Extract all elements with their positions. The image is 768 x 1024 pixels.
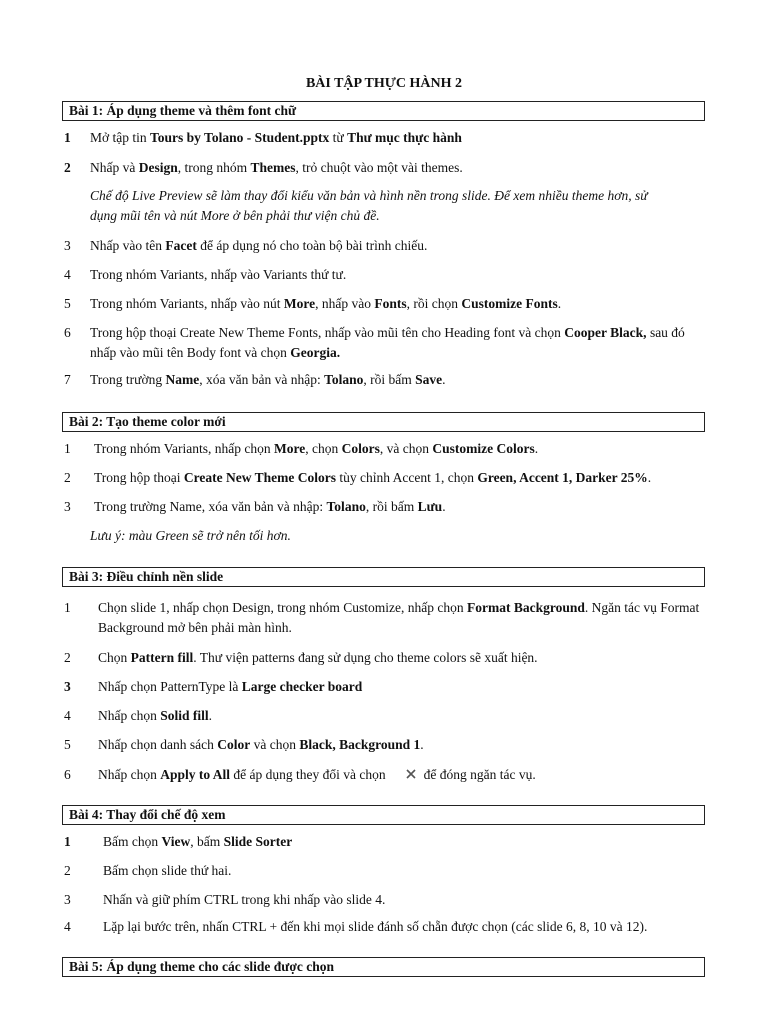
bold-term: Create New Theme Colors bbox=[183, 470, 336, 485]
text-segment: . Thư viện patterns đang sử dụng cho theme colors sẽ xuất hiện. bbox=[193, 650, 538, 665]
bold-term: Customize Colors bbox=[432, 441, 535, 456]
text-segment: Trong hộp thoại bbox=[94, 470, 184, 485]
bold-term: Lưu bbox=[417, 499, 443, 514]
step-text bbox=[90, 128, 702, 148]
step-text bbox=[98, 765, 710, 785]
text-segment: Bấm chọn bbox=[103, 834, 162, 849]
text-segment: . bbox=[647, 470, 652, 485]
text-segment: Chọn bbox=[98, 650, 131, 665]
bold-term: Facet bbox=[165, 238, 197, 253]
step-text bbox=[90, 370, 702, 390]
text-segment: , chọn bbox=[305, 441, 342, 456]
text-segment: để áp dụng they đổi và chọn bbox=[230, 767, 386, 782]
text-segment: và chọn bbox=[250, 737, 300, 752]
text-segment: , rồi bấm bbox=[363, 372, 416, 387]
step-number: 3 bbox=[64, 499, 71, 514]
bold-term: Themes bbox=[250, 160, 296, 175]
bold-term: Design bbox=[138, 160, 178, 175]
step-text bbox=[98, 677, 710, 697]
text-segment: Nhấp chọn bbox=[98, 767, 161, 782]
bold-term: Fonts bbox=[374, 296, 407, 311]
text-segment: Trong trường Name, xóa văn bản và nhập: bbox=[94, 499, 327, 514]
bold-term: Save bbox=[415, 372, 443, 387]
step-text bbox=[98, 735, 710, 755]
step-number: 1 bbox=[64, 834, 71, 849]
step-number: 5 bbox=[64, 737, 71, 752]
bold-term: Large checker board bbox=[241, 679, 363, 694]
text-segment: Lặp lại bước trên, nhấn CTRL + đến khi mọi slide đánh số chẵn được chọn (các slide 6, 8, 10 và 12). bbox=[103, 919, 648, 934]
exercise-heading: Bài 2: Tạo theme color mới bbox=[62, 412, 705, 432]
text-segment: , bấm bbox=[190, 834, 224, 849]
step-number: 4 bbox=[64, 267, 71, 282]
bold-term: Solid fill bbox=[160, 708, 209, 723]
text-segment: Trong trường bbox=[90, 372, 166, 387]
bold-term: Cooper Black, bbox=[564, 325, 647, 340]
step-text bbox=[103, 917, 715, 937]
text-segment: , và chọn bbox=[379, 441, 433, 456]
bold-term: Slide Sorter bbox=[223, 834, 293, 849]
step-number: 6 bbox=[64, 767, 71, 782]
text-segment: Mở tập tin bbox=[90, 130, 151, 145]
text-segment: để đóng ngăn tác vụ. bbox=[423, 767, 536, 782]
bold-term: Black, Background 1 bbox=[299, 737, 421, 752]
step-text bbox=[98, 598, 710, 637]
step-text bbox=[90, 265, 702, 285]
step-number: 1 bbox=[64, 600, 71, 615]
step-text bbox=[94, 497, 706, 517]
exercise-heading: Bài 1: Áp dụng theme và thêm font chữ bbox=[62, 101, 705, 121]
text-segment: tùy chỉnh Accent 1, chọn bbox=[335, 470, 478, 485]
text-segment: , rồi bấm bbox=[365, 499, 418, 514]
bold-term: Color bbox=[217, 737, 251, 752]
text-segment: . bbox=[442, 372, 446, 387]
text-segment: . bbox=[420, 737, 424, 752]
text-segment: , trong nhóm bbox=[177, 160, 251, 175]
step-number: 1 bbox=[64, 441, 71, 456]
step-number: 2 bbox=[64, 470, 71, 485]
text-segment: Nhấp và bbox=[90, 160, 139, 175]
bold-term: Customize Fonts bbox=[461, 296, 558, 311]
step-text bbox=[103, 890, 715, 910]
step-text bbox=[103, 861, 715, 881]
step-text bbox=[90, 158, 702, 178]
text-segment: Trong hộp thoại Create New Theme Fonts, nhấp vào mũi tên cho Heading font và chọn bbox=[90, 325, 565, 340]
step-number: 6 bbox=[64, 325, 71, 340]
text-segment: để áp dụng nó cho toàn bộ bài trình chiếu. bbox=[196, 238, 428, 253]
bold-term: Apply to All bbox=[160, 767, 231, 782]
bold-term: Tolano bbox=[326, 499, 366, 514]
step-text bbox=[98, 706, 710, 726]
step-number: 5 bbox=[64, 296, 71, 311]
text-segment: Bấm chọn slide thứ hai. bbox=[103, 863, 232, 878]
step-number: 4 bbox=[64, 919, 71, 934]
step-number: 2 bbox=[64, 160, 71, 175]
bold-term: More bbox=[283, 296, 316, 311]
text-segment: . bbox=[534, 441, 539, 456]
text-segment: Nhấp chọn bbox=[98, 708, 161, 723]
text-segment: Trong nhóm Variants, nhấp vào Variants thứ tư. bbox=[90, 267, 347, 282]
step-text bbox=[90, 294, 702, 314]
exercise-heading: Bài 5: Áp dụng theme cho các slide được chọn bbox=[62, 957, 705, 977]
instruction-note: Chế độ Live Preview sẽ làm thay đổi kiểu văn bản và hình nền trong slide. Để xem nhiều theme hơn, sử dụng mũi tên và nút More ở bên phải thư viện chủ đề. bbox=[90, 188, 648, 223]
text-segment: Nhấn và giữ phím CTRL trong khi nhấp vào slide 4. bbox=[103, 892, 386, 907]
text-segment: , nhấp vào bbox=[315, 296, 375, 311]
step-text bbox=[90, 323, 702, 362]
step-number: 7 bbox=[64, 372, 71, 387]
close-icon bbox=[404, 767, 418, 781]
exercise-heading: Bài 3: Điều chỉnh nền slide bbox=[62, 567, 705, 587]
step-text bbox=[103, 832, 715, 852]
bold-term: Tolano bbox=[324, 372, 364, 387]
page-title: BÀI TẬP THỰC HÀNH 2 bbox=[305, 76, 463, 91]
step-number: 3 bbox=[64, 892, 71, 907]
text-segment: Chọn slide 1, nhấp chọn Design, trong nhóm Customize, nhấp chọn bbox=[98, 600, 467, 615]
step-number: 2 bbox=[64, 650, 71, 665]
bold-term: Green, Accent 1, Darker 25% bbox=[477, 470, 648, 485]
text-segment: Trong nhóm Variants, nhấp chọn bbox=[94, 441, 274, 456]
step-number: 4 bbox=[64, 708, 71, 723]
exercise-heading: Bài 4: Thay đổi chế độ xem bbox=[62, 805, 705, 825]
step-text bbox=[90, 236, 702, 256]
step-text bbox=[94, 439, 706, 459]
instruction-note: Lưu ý: màu Green sẽ trở nên tối hơn. bbox=[90, 528, 291, 543]
bold-term: Pattern fill bbox=[130, 650, 194, 665]
text-segment: , rồi chọn bbox=[406, 296, 462, 311]
text-segment: . bbox=[208, 708, 212, 723]
step-number: 3 bbox=[64, 238, 71, 253]
step-number: 2 bbox=[64, 863, 71, 878]
text-segment: . bbox=[557, 296, 562, 311]
text-segment: . Ngăn tác vụ Format Background mở bên phải màn hình. bbox=[98, 600, 700, 635]
bold-term: Thư mục thực hành bbox=[347, 130, 462, 145]
bold-term: Colors bbox=[341, 441, 380, 456]
text-segment: , trỏ chuột vào một vài themes. bbox=[295, 160, 463, 175]
bold-term: Tours by Tolano - Student.pptx bbox=[150, 130, 330, 145]
text-segment: , xóa văn bản và nhập: bbox=[199, 372, 325, 387]
bold-term: View bbox=[161, 834, 191, 849]
step-number: 3 bbox=[64, 679, 71, 694]
text-segment: . bbox=[442, 499, 446, 514]
bold-term: Georgia. bbox=[290, 344, 341, 360]
step-text bbox=[94, 468, 706, 488]
text-segment: từ bbox=[329, 130, 348, 145]
bold-term: Format Background bbox=[466, 600, 585, 615]
text-segment: Trong nhóm Variants, nhấp vào nút bbox=[90, 296, 284, 311]
text-segment: Nhấp vào tên bbox=[90, 238, 166, 253]
text-segment: sau đó nhấp vào mũi tên Body font và chọn bbox=[90, 325, 685, 360]
bold-term: More bbox=[274, 441, 306, 456]
text-segment: Nhấp chọn PatternType là bbox=[98, 679, 242, 694]
bold-term: Name bbox=[165, 372, 200, 387]
step-number: 1 bbox=[64, 130, 71, 145]
text-segment: Nhấp chọn danh sách bbox=[98, 737, 218, 752]
step-text bbox=[98, 648, 710, 668]
